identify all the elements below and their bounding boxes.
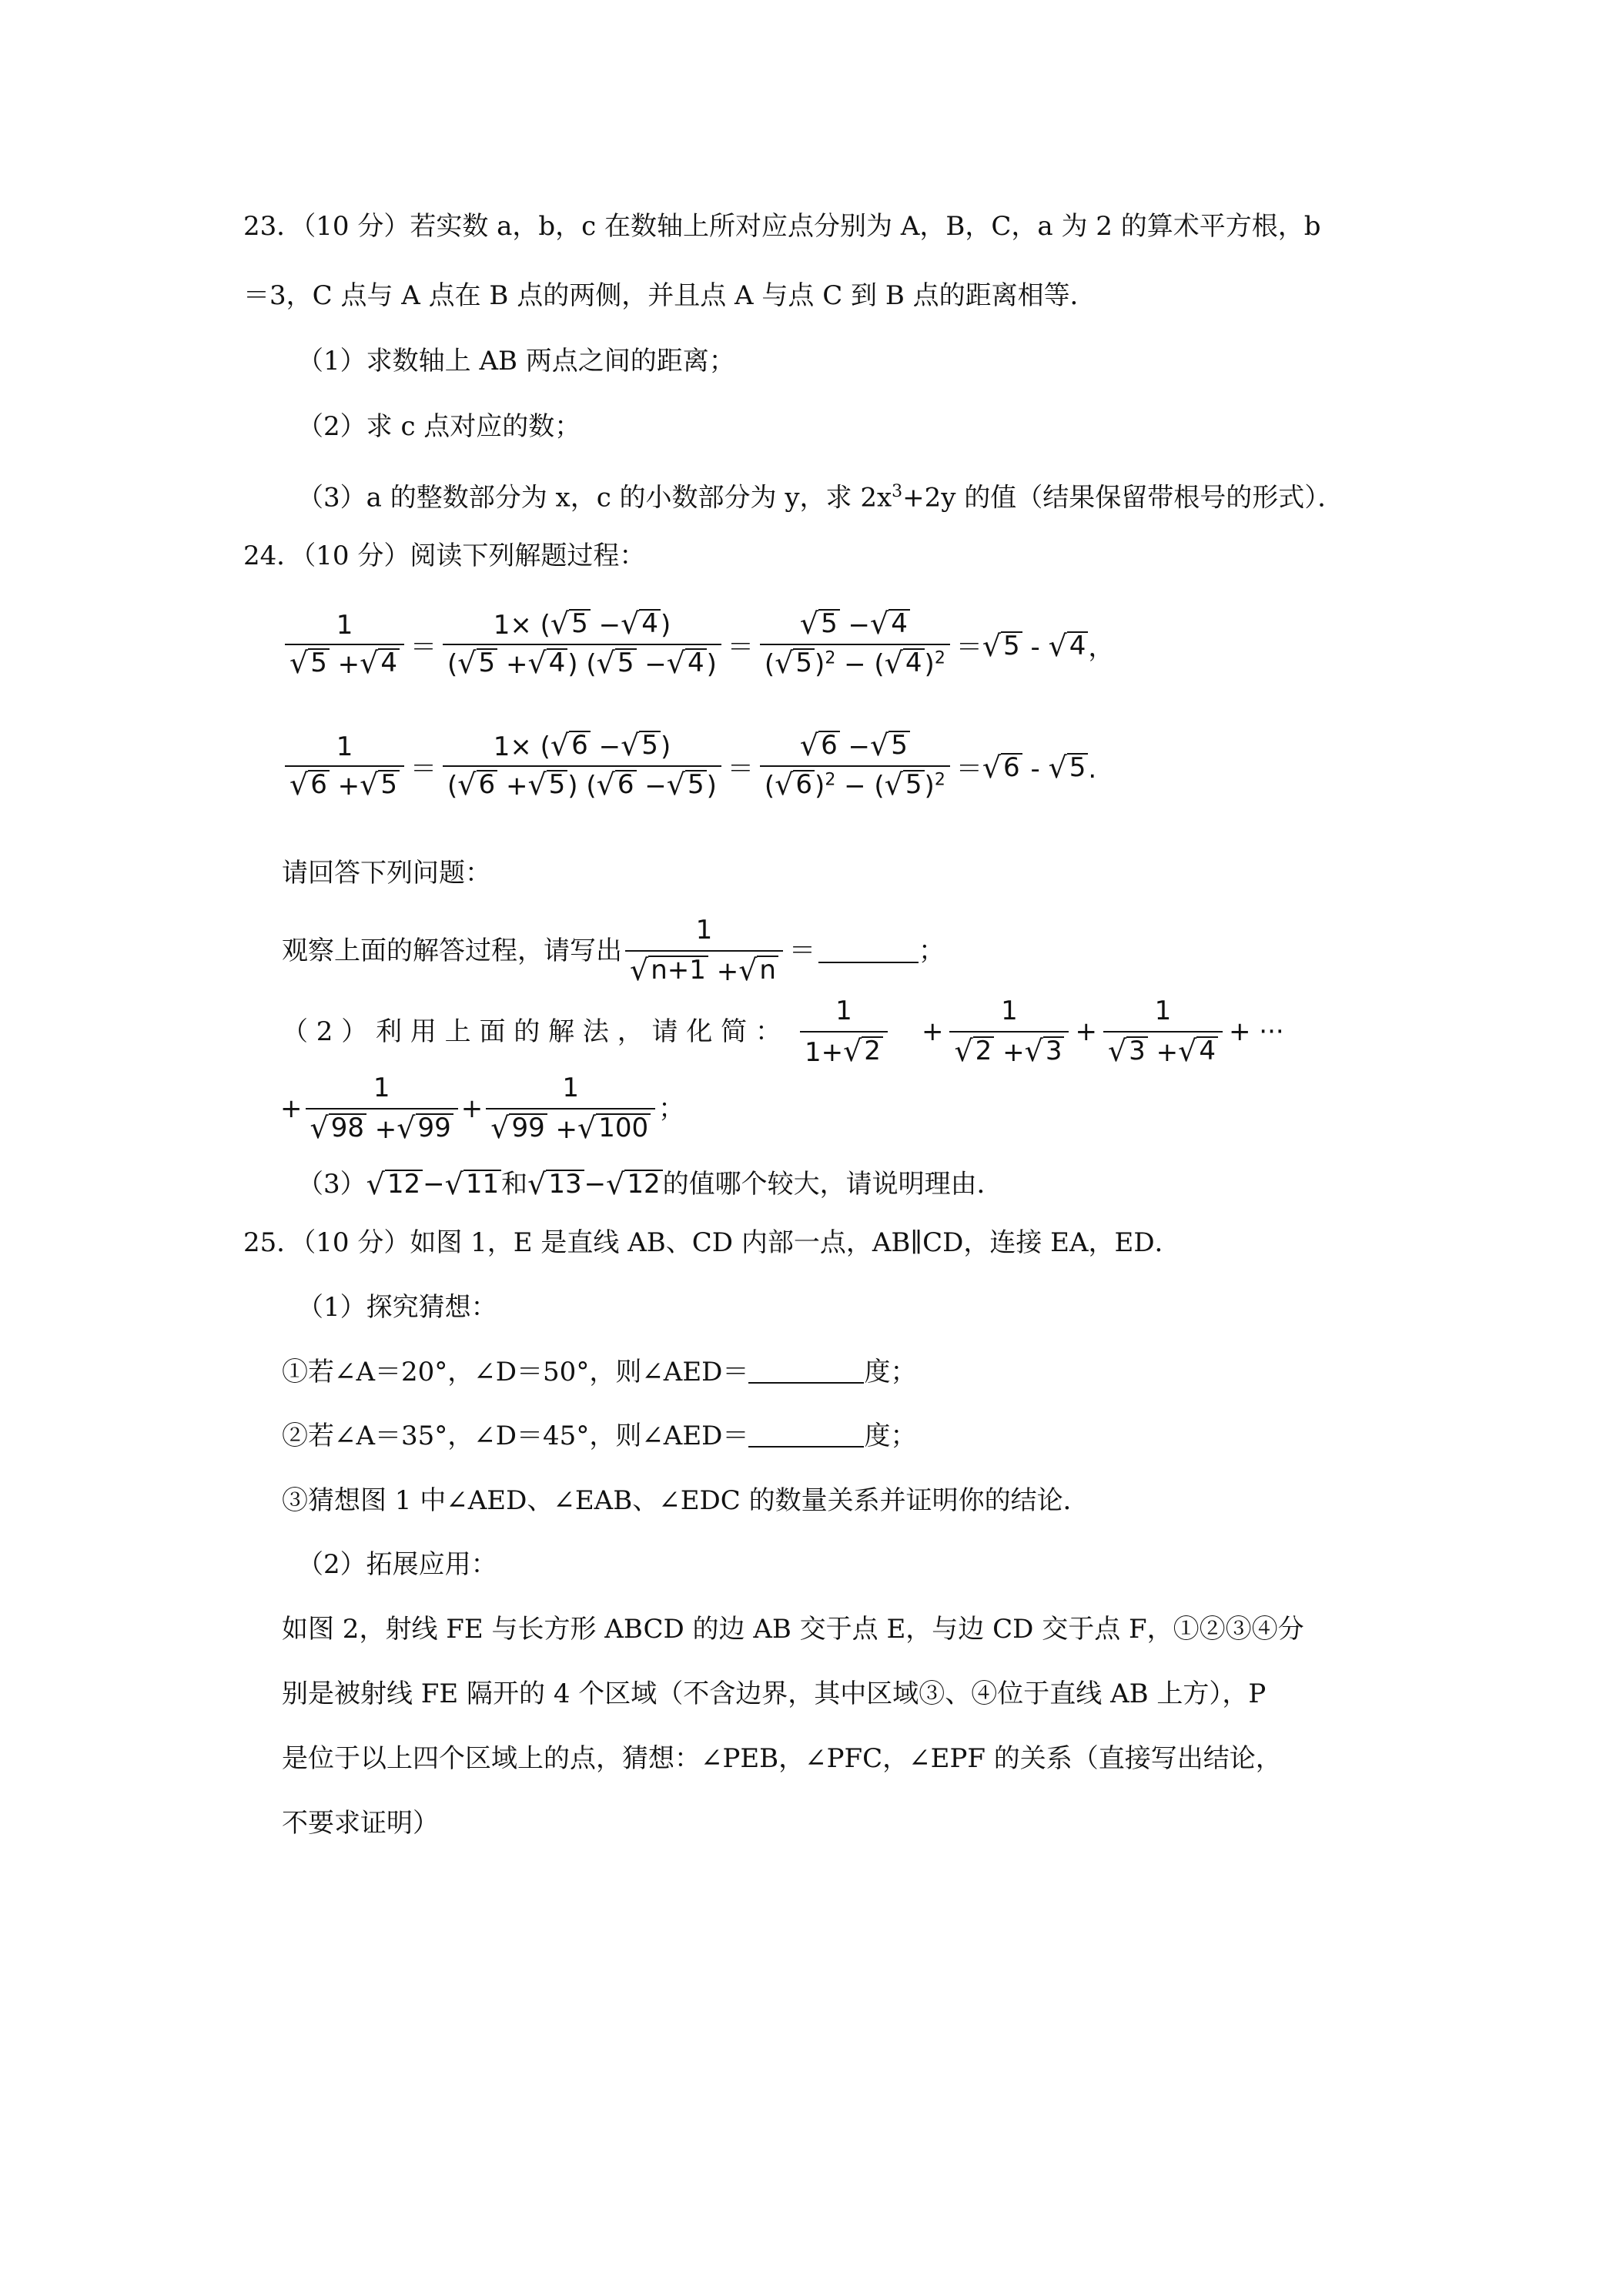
q24-part2-cont: + 1 √ 98 + √ 99 + 1 √ 99 + √ 100 ； — [280, 1073, 685, 1145]
q25-section1: （1）探究猜想： — [297, 1292, 497, 1323]
q23-line2: ＝3，C 点与 A 点在 B 点的两侧，并且点 A 与点 C 到 B 点的距离相等． — [243, 280, 1096, 311]
q24-ask: 请回答下列问题： — [282, 858, 491, 889]
q24-heading: 24．（10 分）阅读下列解题过程： — [243, 541, 646, 571]
q25-section2: （2）拓展应用： — [297, 1549, 497, 1580]
fraction: 1 √ 99 + √ 100 — [486, 1071, 655, 1146]
fraction: 1 √ 98 + √ 99 — [306, 1071, 458, 1146]
q24-observe: 观察上面的解答过程，请写出 1 √ n+1 + √ n ＝ ； — [282, 915, 945, 987]
fraction: 1 √ 5 + √ 4 — [285, 610, 404, 680]
fraction: 1 √ n+1 + √ n — [625, 913, 783, 989]
q25-extension-line3: 是位于以上四个区域上的点，猜想：∠PEB，∠PFC，∠EPF 的关系（直接写出结论， — [282, 1743, 1282, 1774]
fraction: 1× ( √ 5 − √ 4 ) ( √ 5 + √ 4 ) ( √ 5 − √ 4 ) — [443, 609, 721, 680]
q25-case1: ①若∠A＝20°，∠D＝50°，则∠AED＝ 度； — [282, 1357, 917, 1387]
q25-extension-line2: 别是被射线 FE 隔开的 4 个区域（不含边界，其中区域③、④位于直线 AB 上方），P — [282, 1678, 1267, 1709]
q25-extension-line4: 不要求证明） — [282, 1808, 439, 1839]
answer-blank[interactable] — [748, 1359, 864, 1384]
fraction: 1 1+ √ 2 — [800, 994, 888, 1069]
q23-part3: （3）a 的整数部分为 x，c 的小数部分为 y，求 $2x^3+2y$ 的值（结果保留带根号的形式）． — [297, 482, 1344, 514]
derivation-line-2: 1 √ 6 + √ 5 ＝ 1× ( √ 6 − √ 5 ) ( √ 6 + √ 5 ) ( √ 6 − √ 5 ) ＝ √ 6 − √ 5 ( √ 6 )$^2$ − ( √ 5 )$^2$ ＝ √ 6 - √ 5 . — [282, 724, 1099, 808]
fraction: 1 √ 6 + √ 5 — [285, 731, 404, 802]
q23-part1: （1）求数轴上 AB 两点之间的距离； — [297, 346, 735, 377]
q24-part2: （ 2 ） 利 用 上 面 的 解 法 ， 请 化 简 ： 1 1+ √ 2 + 1 √ 2 + √ 3 + 1 √ 3 + √ 4 + ··· — [282, 996, 1284, 1068]
fraction: √ 5 − √ 4 ( √ 5 )$^2$ − ( √ 4 )$^2$ — [760, 609, 950, 680]
q25-extension-line1: 如图 2，射线 FE 与长方形 ABCD 的边 AB 交于点 E，与边 CD 交于点 F，①②③④分 — [282, 1614, 1304, 1645]
q25-case3: ③猜想图 1 中∠AED、∠EAB、∠EDC 的数量关系并证明你的结论． — [282, 1485, 1089, 1516]
fraction: 1× ( √ 6 − √ 5 ) ( √ 6 + √ 5 ) ( √ 6 − √ 5 ) — [443, 731, 721, 802]
derivation-line-1: 1 √ 5 + √ 4 ＝ 1× ( √ 5 − √ 4 ) ( √ 5 + √ 4 ) ( √ 5 − √ 4 ) ＝ √ 5 − √ 4 ( √ 5 )$^2$ − ( √ 4 )$^2$ ＝ √ 5 - √ 4 ， — [282, 602, 1117, 687]
fraction: √ 6 − √ 5 ( √ 6 )$^2$ − ( √ 5 )$^2$ — [760, 731, 950, 802]
q25-heading: 25．（10 分）如图 1，E 是直线 AB、CD 内部一点，AB∥CD，连接 EA，ED． — [243, 1227, 1181, 1258]
q25-case2: ②若∠A＝35°，∠D＝45°，则∠AED＝ 度； — [282, 1421, 917, 1451]
q23-part2: （2）求 c 点对应的数； — [297, 411, 581, 442]
q24-part3: （3） √ 12 − √ 11 和 √ 13 − √ 12 的值哪个较大，请说明理由． — [297, 1167, 1003, 1201]
fraction: 1 √ 3 + √ 4 — [1103, 994, 1223, 1069]
answer-blank[interactable] — [818, 939, 919, 963]
fraction: 1 √ 2 + √ 3 — [949, 994, 1069, 1069]
answer-blank[interactable] — [748, 1423, 864, 1448]
q23-line1: 23．（10 分）若实数 a，b，c 在数轴上所对应点分别为 A，B，C，a 为 2 的算术平方根，b — [243, 211, 1321, 242]
